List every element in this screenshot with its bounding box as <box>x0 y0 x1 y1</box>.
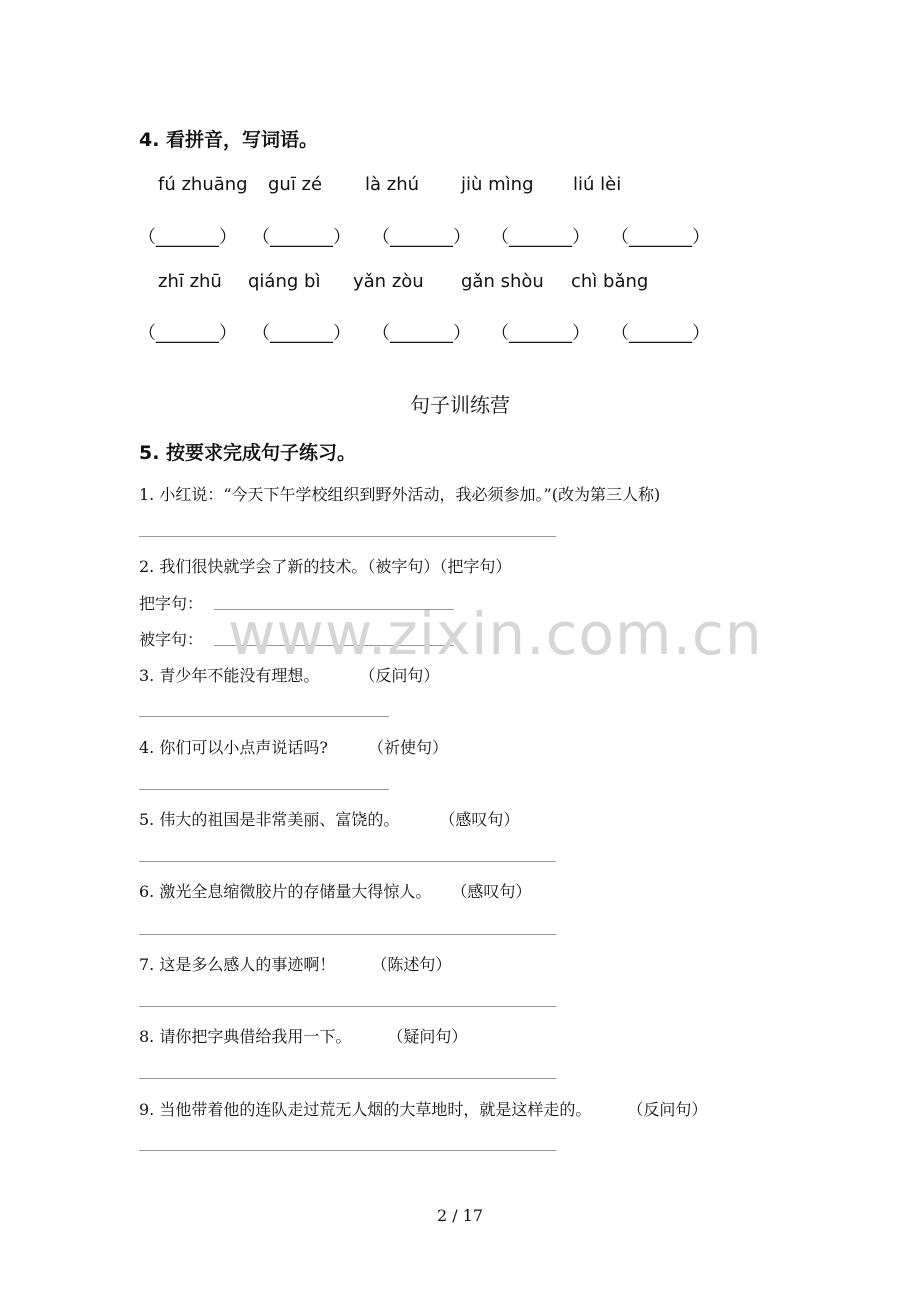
answer-line[interactable] <box>139 536 556 537</box>
answer-line[interactable] <box>139 1078 556 1079</box>
pinyin-yan-zou: yǎn zòu <box>353 271 424 292</box>
pinyin-fu-zhuang: fú zhuāng <box>158 174 248 195</box>
exercise-item-4 <box>139 735 448 758</box>
item-text: 7. 这是多么感人的事迹啊！ <box>139 955 336 974</box>
answer-blank[interactable]: （_______） <box>611 227 710 248</box>
watermark: www.zixin.com.cn <box>228 600 763 668</box>
question-4-title: 4. 看拼音，写词语。 <box>139 129 319 151</box>
answer-blank[interactable]: （_______） <box>138 227 237 248</box>
bei-sentence-label: 被字句： <box>139 630 204 649</box>
answer-line[interactable] <box>139 789 389 790</box>
answer-line[interactable] <box>139 1006 556 1007</box>
item-text: 8. 请你把字典借给我用一下。 <box>139 1027 352 1046</box>
exercise-item-8 <box>139 1024 467 1047</box>
exercise-item-7 <box>139 952 451 975</box>
answer-line[interactable] <box>139 716 389 717</box>
item-text: 9. 当他带着他的连队走过荒无人烟的大草地时，就是这样走的。 <box>139 1100 592 1119</box>
item-text: 6. 激光全息缩微胶片的存储量大得惊人。 <box>139 882 432 901</box>
exercise-item-6 <box>139 879 531 902</box>
pinyin-jiu-ming: jiù mìng <box>461 174 534 195</box>
answer-blank[interactable]: （_______） <box>252 227 351 248</box>
answer-blank[interactable]: （_______） <box>491 227 590 248</box>
answer-line[interactable] <box>139 934 556 935</box>
exercise-item-1 <box>139 482 660 505</box>
exercise-item-5 <box>139 807 519 830</box>
answer-blank[interactable]: （_______） <box>138 323 237 344</box>
item-text: 5. 伟大的祖国是非常美丽、富饶的。 <box>139 810 400 829</box>
item-hint: （祈使句） <box>367 738 448 757</box>
pinyin-gan-shou: gǎn shòu <box>461 271 544 292</box>
question-5-title: 5. 按要求完成句子练习。 <box>139 442 357 464</box>
answer-blank[interactable]: （_______） <box>372 323 471 344</box>
answer-blank[interactable]: （_______） <box>252 323 351 344</box>
item-hint: （疑问句） <box>387 1027 468 1046</box>
pinyin-gui-ze: guī zé <box>268 174 323 195</box>
item-hint: （感叹句） <box>439 810 520 829</box>
pinyin-chi-bang: chì bǎng <box>571 271 649 292</box>
item-hint: （感叹句） <box>451 882 532 901</box>
item-hint: （反问句） <box>359 666 440 685</box>
pinyin-la-zhu: là zhú <box>365 174 420 195</box>
item-hint: （被字句）（把字句） <box>367 557 512 576</box>
item-text: 2. 我们很快就学会了新的技术。 <box>139 557 368 576</box>
exercise-item-2 <box>139 554 511 577</box>
item-hint: （陈述句） <box>371 955 452 974</box>
answer-blank[interactable]: （_______） <box>372 227 471 248</box>
item-text: 4. 你们可以小点声说话吗? <box>139 738 328 757</box>
pinyin-liu-lei: liú lèi <box>573 174 622 195</box>
pinyin-zhi-zhu: zhī zhū <box>158 271 222 292</box>
item-text: 3. 青少年不能没有理想。 <box>139 666 320 685</box>
page-number: 2 / 17 <box>436 1206 484 1225</box>
item-hint: (改为第三人称) <box>551 485 661 504</box>
item-hint: （反问句） <box>627 1100 708 1119</box>
section-title: 句子训练营 <box>410 393 510 417</box>
exercise-item-9 <box>139 1097 707 1120</box>
pinyin-qiang-bi: qiáng bì <box>248 271 321 292</box>
answer-blank[interactable]: （_______） <box>491 323 590 344</box>
answer-blank[interactable]: （_______） <box>611 323 710 344</box>
ba-sentence-label: 把字句： <box>139 594 204 613</box>
item-text: 1. 小红说：“今天下午学校组织到野外活动，我必须参加。” <box>139 485 552 504</box>
answer-line[interactable] <box>139 1150 556 1151</box>
answer-line[interactable] <box>139 861 556 862</box>
